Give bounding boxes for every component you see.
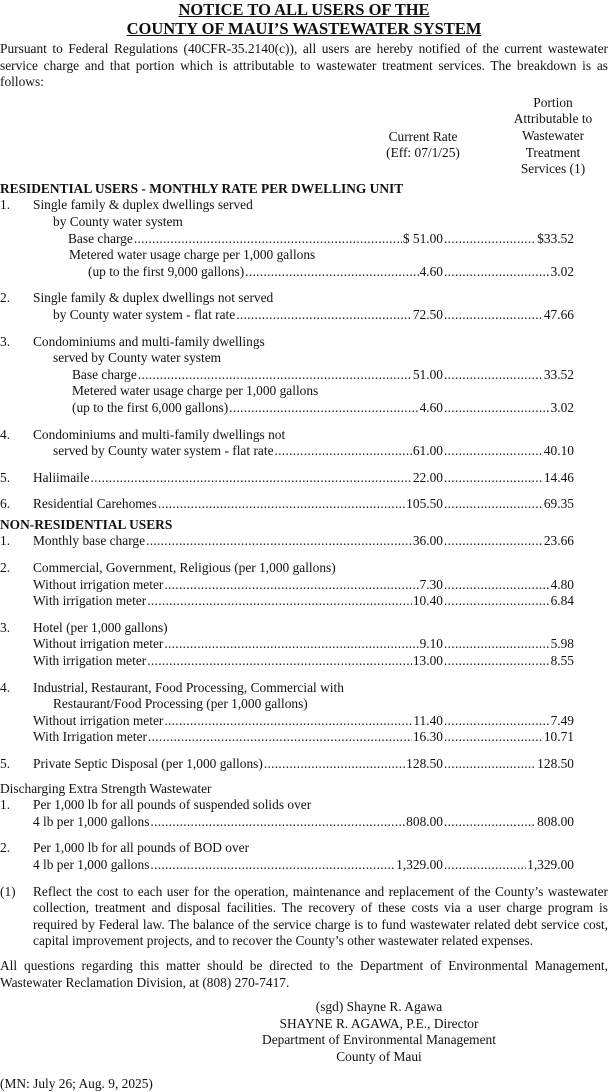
metered-usage-label: Metered water usage charge per 1,000 gallons [33, 247, 608, 264]
rate-row [33, 729, 574, 746]
rate-row [33, 443, 574, 460]
item-number: 4. [0, 427, 10, 444]
leader-dots [146, 533, 412, 550]
leader-dots [150, 857, 395, 874]
portion-value: 10.71 [544, 729, 574, 746]
rate-label: Without irrigation meter [33, 636, 163, 653]
portion-header [498, 95, 608, 178]
item-description: Per 1,000 lb for all pounds of suspended solids over [33, 797, 608, 814]
metered-usage-label: Metered water usage charge per 1,000 gallons [33, 383, 608, 400]
leader-dots [444, 857, 526, 874]
rate-label: by County water system - flat rate [53, 307, 235, 324]
leader-dots [444, 533, 543, 550]
leader-dots [148, 729, 412, 746]
rate-item [0, 496, 608, 513]
item-description: Per 1,000 lb for all pounds of BOD over [33, 840, 608, 857]
rate-label: Without irrigation meter [33, 577, 163, 594]
portion-value: 14.46 [544, 470, 574, 487]
current-rate-value: 36.00 [413, 533, 443, 550]
leader-dots [444, 814, 536, 831]
rate-row [33, 636, 574, 653]
current-rate-value: 4.60 [420, 400, 443, 417]
rate-item [0, 334, 608, 417]
signature-block [150, 999, 608, 1065]
item-body [0, 197, 608, 280]
column-headers [0, 95, 608, 177]
rate-label: Residential Carehomes [33, 496, 157, 513]
leader-dots [444, 443, 543, 460]
leader-dots [444, 367, 543, 384]
rate-row [33, 533, 574, 550]
leader-dots [91, 470, 412, 487]
rate-row [33, 577, 574, 594]
leader-dots [444, 400, 550, 417]
item-description: Single family & duplex dwellings not served [33, 290, 608, 307]
leader-dots [444, 264, 550, 281]
item-body [0, 470, 608, 487]
portion-value: 128.50 [537, 756, 574, 773]
leader-dots [138, 367, 412, 384]
section-heading: RESIDENTIAL USERS - MONTHLY RATE PER DWELLING UNIT [0, 181, 608, 198]
rate-row [33, 470, 574, 487]
current-rate-value: 72.50 [413, 307, 443, 324]
rate-label: 4 lb per 1,000 gallons [33, 814, 149, 831]
rate-label: With Irrigation meter [33, 729, 147, 746]
rate-row [33, 713, 574, 730]
rate-row [33, 367, 574, 384]
portion-header-line: Portion [498, 95, 608, 112]
leader-dots [444, 496, 543, 513]
current-rate-value: 16.30 [413, 729, 443, 746]
leader-dots [444, 713, 550, 730]
portion-value: 69.35 [544, 496, 574, 513]
portion-value: 33.52 [544, 367, 574, 384]
leader-dots [444, 307, 543, 324]
portion-value: $33.52 [537, 231, 574, 248]
portion-header-line: Treatment [498, 145, 608, 162]
current-rate-value: 4.60 [420, 264, 443, 281]
portion-value: 8.55 [551, 653, 574, 670]
leader-dots [444, 593, 550, 610]
rate-label: Base charge [72, 367, 137, 384]
signature-line: (sgd) Shayne R. Agawa [150, 999, 608, 1016]
rate-label: With irrigation meter [33, 593, 146, 610]
item-number: 5. [0, 756, 10, 773]
leader-dots [444, 729, 543, 746]
rate-item [0, 197, 608, 280]
footnote [0, 884, 608, 950]
item-description: Condominiums and multi-family dwellings not [33, 427, 608, 444]
leader-dots [444, 653, 550, 670]
portion-value: 47.66 [544, 307, 574, 324]
rate-label: Without irrigation meter [33, 713, 163, 730]
leader-dots [147, 593, 412, 610]
rate-item [0, 797, 608, 830]
rate-item [0, 470, 608, 487]
rate-row [33, 857, 574, 874]
item-number: 3. [0, 620, 10, 637]
portion-value: 23.66 [544, 533, 574, 550]
portion-value: 1,329.00 [527, 857, 574, 874]
current-rate-header-line: Current Rate [364, 129, 482, 146]
rate-row [33, 264, 574, 281]
rate-label: (up to the first 6,000 gallons) [72, 400, 228, 417]
rate-label: With irrigation meter [33, 653, 146, 670]
item-description: Hotel (per 1,000 gallons) [33, 620, 608, 637]
current-rate-value: 10.40 [413, 593, 443, 610]
signature-line: County of Maui [150, 1049, 608, 1066]
item-description: Commercial, Government, Religious (per 1,000 gallons) [33, 560, 608, 577]
leader-dots [147, 653, 412, 670]
current-rate-value: 9.10 [420, 636, 443, 653]
portion-value: 6.84 [551, 593, 574, 610]
leader-dots [229, 400, 418, 417]
item-number: 1. [0, 533, 10, 550]
rate-row [33, 653, 574, 670]
footnote-text: Reflect the cost to each user for the operation, maintenance and replacement of the County’s wastewater collection, treatment and disposal facilities. The recovery of these costs via a user charge program is required by Federal law. The balance of the service charge is to fund wastewater related debt service cost, capital improvement projects, and to recover the County’s other wastewater related expenses. [0, 884, 608, 950]
rate-row [33, 400, 574, 417]
item-body [0, 840, 608, 873]
item-body [0, 427, 608, 460]
title-line-2: COUNTY OF MAUI’S WASTEWATER SYSTEM [0, 19, 608, 38]
item-description: Industrial, Restaurant, Food Processing, Commercial with [33, 680, 608, 697]
footnote-marker: (1) [0, 884, 16, 901]
current-rate-value: 13.00 [413, 653, 443, 670]
publication-dates: (MN: July 26; Aug. 9, 2025) [0, 1076, 608, 1092]
rate-sections [0, 181, 608, 874]
leader-dots [444, 577, 550, 594]
item-body [0, 290, 608, 323]
item-body [0, 756, 608, 773]
leader-dots [245, 264, 418, 281]
rate-item [0, 290, 608, 323]
current-rate-value: 51.00 [413, 367, 443, 384]
rate-item [0, 427, 608, 460]
current-rate-header-line: (Eff: 07/1/25) [364, 145, 482, 162]
current-rate-value: 11.40 [413, 713, 443, 730]
item-body [0, 334, 608, 417]
rate-item [0, 756, 608, 773]
leader-dots [444, 636, 550, 653]
current-rate-value: 105.50 [406, 496, 443, 513]
item-body [0, 797, 608, 830]
rate-item [0, 620, 608, 670]
current-rate-value: 61.00 [413, 443, 443, 460]
rate-label: Monthly base charge [33, 533, 145, 550]
rate-row [33, 231, 574, 248]
rate-row [33, 814, 574, 831]
item-description: Restaurant/Food Processing (per 1,000 gallons) [33, 696, 608, 713]
leader-dots [164, 636, 418, 653]
item-number: 5. [0, 470, 10, 487]
section-heading: Discharging Extra Strength Wastewater [0, 781, 608, 798]
contact-paragraph: All questions regarding this matter should be directed to the Department of Environmental Management, Wastewater Reclamation Division, at (808) 270-7417. [0, 958, 608, 991]
rate-label: 4 lb per 1,000 gallons [33, 857, 149, 874]
rate-item [0, 680, 608, 746]
item-description: by County water system [33, 214, 608, 231]
item-body [0, 533, 608, 550]
item-number: 1. [0, 797, 10, 814]
item-body [0, 560, 608, 610]
item-description: served by County water system [33, 350, 608, 367]
portion-header-line: Attributable to [498, 111, 608, 128]
portion-header-line: Wastewater [498, 128, 608, 145]
item-body [0, 620, 608, 670]
leader-dots [444, 231, 536, 248]
item-number: 2. [0, 560, 10, 577]
rate-label: Base charge [68, 231, 133, 248]
rate-row [33, 307, 574, 324]
portion-value: 808.00 [537, 814, 574, 831]
leader-dots [236, 307, 412, 324]
intro-paragraph: Pursuant to Federal Regulations (40CFR-35.2140(c)), all users are hereby notified of the current wastewater service charge and that portion which is attributable to wastewater treatment services. The breakdown is as follows: [0, 41, 608, 91]
current-rate-header [364, 129, 482, 162]
leader-dots [275, 443, 412, 460]
item-number: 2. [0, 290, 10, 307]
leader-dots [444, 470, 543, 487]
current-rate-value: 808.00 [406, 814, 443, 831]
portion-header-line: Services (1) [498, 161, 608, 178]
leader-dots [150, 814, 405, 831]
section-heading: NON-RESIDENTIAL USERS [0, 517, 608, 534]
current-rate-value: 7.30 [420, 577, 443, 594]
signature-line: SHAYNE R. AGAWA, P.E., Director [150, 1016, 608, 1033]
current-rate-value: $ 51.00 [403, 231, 443, 248]
portion-value: 7.49 [551, 713, 574, 730]
rate-item [0, 560, 608, 610]
title-line-1: NOTICE TO ALL USERS OF THE [0, 0, 608, 19]
notice-title [0, 0, 608, 38]
item-number: 2. [0, 840, 10, 857]
item-body [0, 496, 608, 513]
portion-value: 5.98 [551, 636, 574, 653]
leader-dots [164, 577, 418, 594]
rate-label: (up to the first 9,000 gallons) [88, 264, 244, 281]
signature-line: Department of Environmental Management [150, 1032, 608, 1049]
item-number: 1. [0, 197, 10, 214]
current-rate-value: 22.00 [413, 470, 443, 487]
rate-label: Private Septic Disposal (per 1,000 gallons) [33, 756, 263, 773]
rate-item [0, 533, 608, 550]
item-description: Single family & duplex dwellings served [33, 197, 608, 214]
item-body [0, 680, 608, 746]
rate-label: served by County water system - flat rate [53, 443, 274, 460]
leader-dots [134, 231, 402, 248]
portion-value: 4.80 [551, 577, 574, 594]
portion-value: 3.02 [551, 400, 574, 417]
leader-dots [264, 756, 405, 773]
rate-row [33, 593, 574, 610]
leader-dots [158, 496, 405, 513]
current-rate-value: 1,329.00 [396, 857, 443, 874]
rate-row [33, 756, 574, 773]
current-rate-value: 128.50 [406, 756, 443, 773]
leader-dots [164, 713, 412, 730]
leader-dots [444, 756, 536, 773]
rate-row [33, 496, 574, 513]
item-description: Condominiums and multi-family dwellings [33, 334, 608, 351]
item-number: 4. [0, 680, 10, 697]
item-number: 3. [0, 334, 10, 351]
portion-value: 40.10 [544, 443, 574, 460]
item-number: 6. [0, 496, 10, 513]
portion-value: 3.02 [551, 264, 574, 281]
rate-label: Haliimaile [33, 470, 90, 487]
rate-item [0, 840, 608, 873]
